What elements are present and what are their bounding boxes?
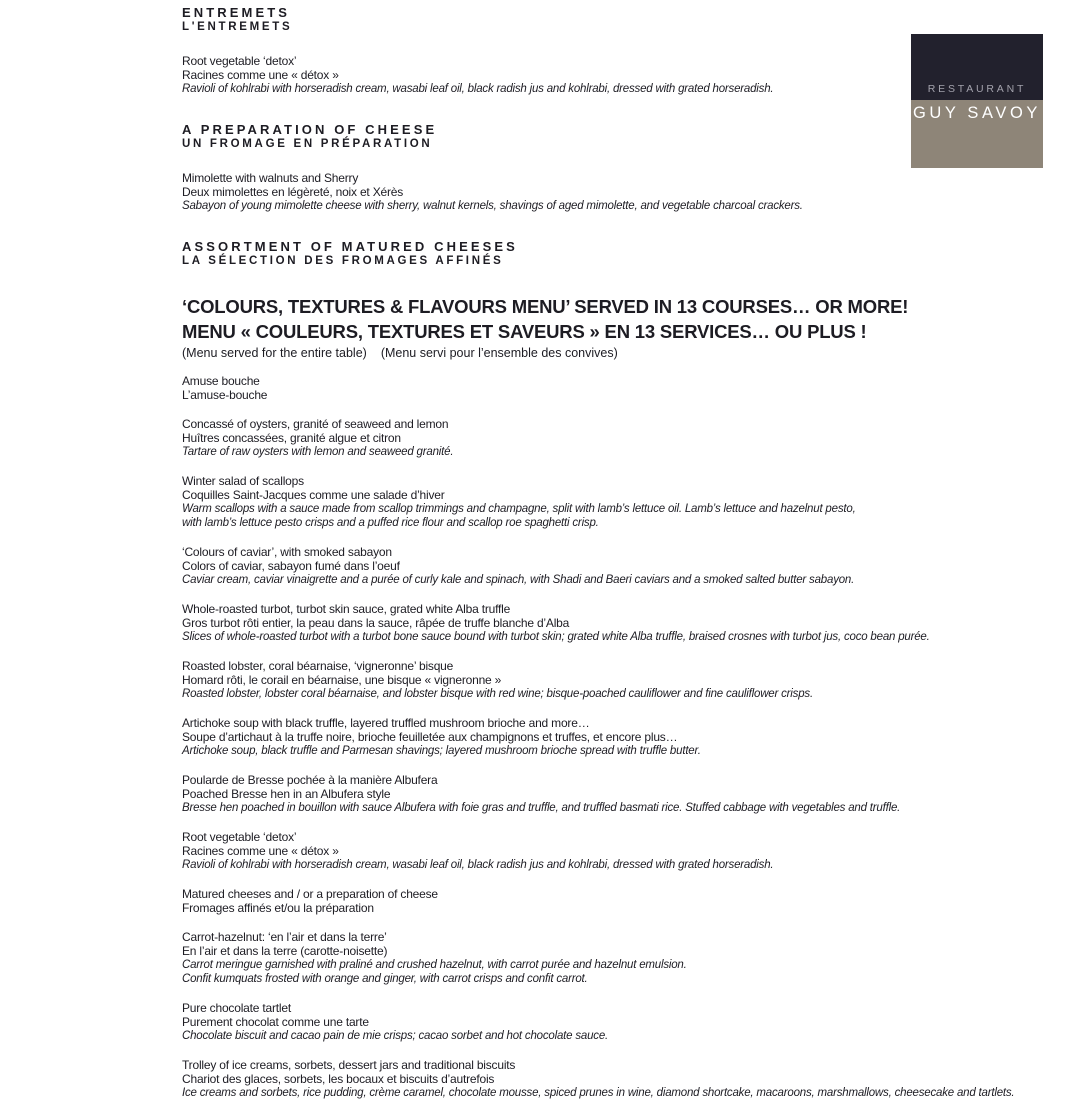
dish-description: Tartare of raw oysters with lemon and seaweed granité. — [182, 446, 454, 458]
section-heading-fr: LA SÉLECTION DES FROMAGES AFFINÉS — [182, 255, 504, 267]
menu-title-line-fr: MENU « COULEURS, TEXTURES ET SAVEURS » EN 13 SERVICES… OU PLUS ! — [182, 321, 867, 342]
menu-item — [182, 417, 1072, 459]
dish-name-secondary: Racines comme une « détox » — [182, 68, 339, 82]
menu-item — [182, 171, 1072, 213]
section-heading-en: ENTREMETS — [182, 5, 291, 20]
dish-name-secondary: Huîtres concassées, granité algue et citron — [182, 431, 401, 445]
dish-name-secondary: Deux mimolettes en légèreté, noix et Xérès — [182, 185, 404, 199]
menu-item — [182, 659, 1072, 701]
dish-description: Ravioli of kohlrabi with horseradish cream, wasabi leaf oil, black radish jus and kohlrabi, dressed with grated horseradish. — [182, 83, 774, 95]
dish-description: Bresse hen poached in bouillon with sauce Albufera with foie gras and truffle, and truffled basmati rice. Stuffed cabbage with vegetables and truffle. — [182, 802, 901, 814]
menu-item — [182, 545, 1072, 587]
section-heading — [182, 239, 1072, 269]
dish-name-primary: Mimolette with walnuts and Sherry — [182, 171, 359, 185]
dish-name-secondary: Racines comme une « détox » — [182, 844, 339, 858]
dish-description: with lamb’s lettuce pesto crisps and a puffed rice flour and scallop roe spaghetti crisp. — [182, 517, 599, 529]
dish-name-primary: Winter salad of scallops — [182, 474, 304, 488]
dish-name-secondary: Chariot des glaces, sorbets, les bocaux et biscuits d’autrefois — [182, 1072, 495, 1086]
dish-name-primary: Matured cheeses and / or a preparation of cheese — [182, 887, 438, 901]
tasting-menu-title — [182, 294, 1072, 361]
dish-name-secondary: Poached Bresse hen in an Albufera style — [182, 787, 391, 801]
dish-name-primary: Roasted lobster, coral béarnaise, ‘vigneronne’ bisque — [182, 659, 454, 673]
logo-name: GUY SAVOY — [912, 104, 1042, 122]
menu-item — [182, 830, 1072, 872]
dish-description: Artichoke soup, black truffle and Parmesan shavings; layered mushroom brioche spread with truffle butter. — [182, 745, 701, 757]
menu-note-en: (Menu served for the entire table) — [182, 346, 367, 360]
menu-note-fr: (Menu servi pour l’ensemble des convives) — [380, 346, 618, 360]
section-heading-fr: UN FROMAGE EN PRÉPARATION — [182, 138, 433, 150]
dish-name-secondary: Gros turbot rôti entier, la peau dans la sauce, râpée de truffe blanche d’Alba — [182, 616, 570, 630]
dish-name-secondary: Purement chocolat comme une tarte — [182, 1015, 369, 1029]
dish-description: Caviar cream, caviar vinaigrette and a purée of curly kale and spinach, with Shadi and Baeri caviars and a smoked salted butter sabayon. — [182, 574, 855, 586]
dish-name-secondary: Colors of caviar, sabayon fumé dans l’oeuf — [182, 559, 400, 573]
dish-name-secondary: Homard rôti, le corail en béarnaise, une bisque « vigneronne » — [182, 673, 502, 687]
dish-name-primary: Whole-roasted turbot, turbot skin sauce, grated white Alba truffle — [182, 602, 511, 616]
menu-item — [182, 1058, 1072, 1100]
restaurant-logo — [911, 34, 1043, 168]
dish-name-primary: Root vegetable ‘detox’ — [182, 830, 297, 844]
menu-item — [182, 887, 1072, 915]
menu-item — [182, 930, 1072, 986]
dish-name-secondary: En l’air et dans la terre (carotte-noisette) — [182, 944, 388, 958]
dish-description: Roasted lobster, lobster coral béarnaise, and lobster bisque with red wine; bisque-poached cauliflower and fine cauliflower crisps. — [182, 688, 813, 700]
dish-name-primary: Pure chocolate tartlet — [182, 1001, 291, 1015]
menu-title-line-en: ‘COLOURS, TEXTURES & FLAVOURS MENU’ SERVED IN 13 COURSES… OR MORE! — [182, 296, 909, 317]
dish-description: Sabayon of young mimolette cheese with sherry, walnut kernels, shavings of aged mimolette, and vegetable charcoal crackers. — [182, 200, 803, 212]
section-heading — [182, 5, 1072, 35]
menu-item — [182, 602, 1072, 644]
dish-name-secondary: L’amuse-bouche — [182, 388, 268, 402]
menu-title-note — [182, 346, 1072, 361]
dish-name-primary: ‘Colours of caviar’, with smoked sabayon — [182, 545, 392, 559]
menu-item — [182, 374, 1072, 402]
dish-name-primary: Amuse bouche — [182, 374, 260, 388]
section-heading-en: A PREPARATION OF CHEESE — [182, 122, 438, 137]
menu-item — [182, 773, 1072, 815]
dish-description: Slices of whole-roasted turbot with a turbot bone sauce bound with turbot skin; grated white Alba truffle, braised crosnes with turbot jus, coco bean purée. — [182, 631, 930, 643]
dish-description: Warm scallops with a sauce made from scallop trimmings and champagne, split with lamb’s lettuce oil. Lamb’s lettuce and hazelnut pesto, — [182, 503, 856, 515]
dish-description: Carrot meringue garnished with praliné and crushed hazelnut, with carrot purée and hazelnut emulsion. — [182, 959, 687, 971]
dish-name-primary: Concassé of oysters, granité of seaweed and lemon — [182, 417, 449, 431]
dish-name-primary: Poularde de Bresse pochée à la manière Albufera — [182, 773, 438, 787]
logo-navy-band — [911, 34, 1043, 100]
dish-description: Chocolate biscuit and cacao pain de mie crisps; cacao sorbet and hot chocolate sauce. — [182, 1030, 609, 1042]
dish-name-secondary: Soupe d’artichaut à la truffe noire, brioche feuilletée aux champignons et truffes, et encore plus… — [182, 730, 678, 744]
dish-name-primary: Carrot-hazelnut: ‘en l’air et dans la terre’ — [182, 930, 387, 944]
dish-name-secondary: Fromages affinés et/ou la préparation — [182, 901, 374, 915]
dish-description: Ice creams and sorbets, rice pudding, crème caramel, chocolate mousse, spiced prunes in wine, diamond shortcake, macaroons, marshmallows, cheesecake and tartlets. — [182, 1087, 1015, 1099]
section-heading-en: ASSORTMENT OF MATURED CHEESES — [182, 239, 518, 254]
dish-name-primary: Trolley of ice creams, sorbets, dessert jars and traditional biscuits — [182, 1058, 516, 1072]
dish-name-primary: Artichoke soup with black truffle, layered truffled mushroom brioche and more… — [182, 716, 590, 730]
dish-name-primary: Root vegetable ‘detox’ — [182, 54, 297, 68]
menu-item — [182, 1001, 1072, 1043]
logo-taupe-band — [911, 100, 1043, 168]
dish-name-secondary: Coquilles Saint-Jacques comme une salade d’hiver — [182, 488, 445, 502]
menu-item — [182, 716, 1072, 758]
dish-description: Ravioli of kohlrabi with horseradish cream, wasabi leaf oil, black radish jus and kohlrabi, dressed with grated horseradish. — [182, 859, 774, 871]
logo-restaurant-label: RESTAURANT — [927, 83, 1027, 95]
section-heading-fr: L'ENTREMETS — [182, 21, 293, 33]
menu-content — [182, 5, 1072, 1115]
dish-description: Confit kumquats frosted with orange and ginger, with carrot crisps and confit carrot. — [182, 973, 588, 985]
menu-item — [182, 474, 1072, 530]
